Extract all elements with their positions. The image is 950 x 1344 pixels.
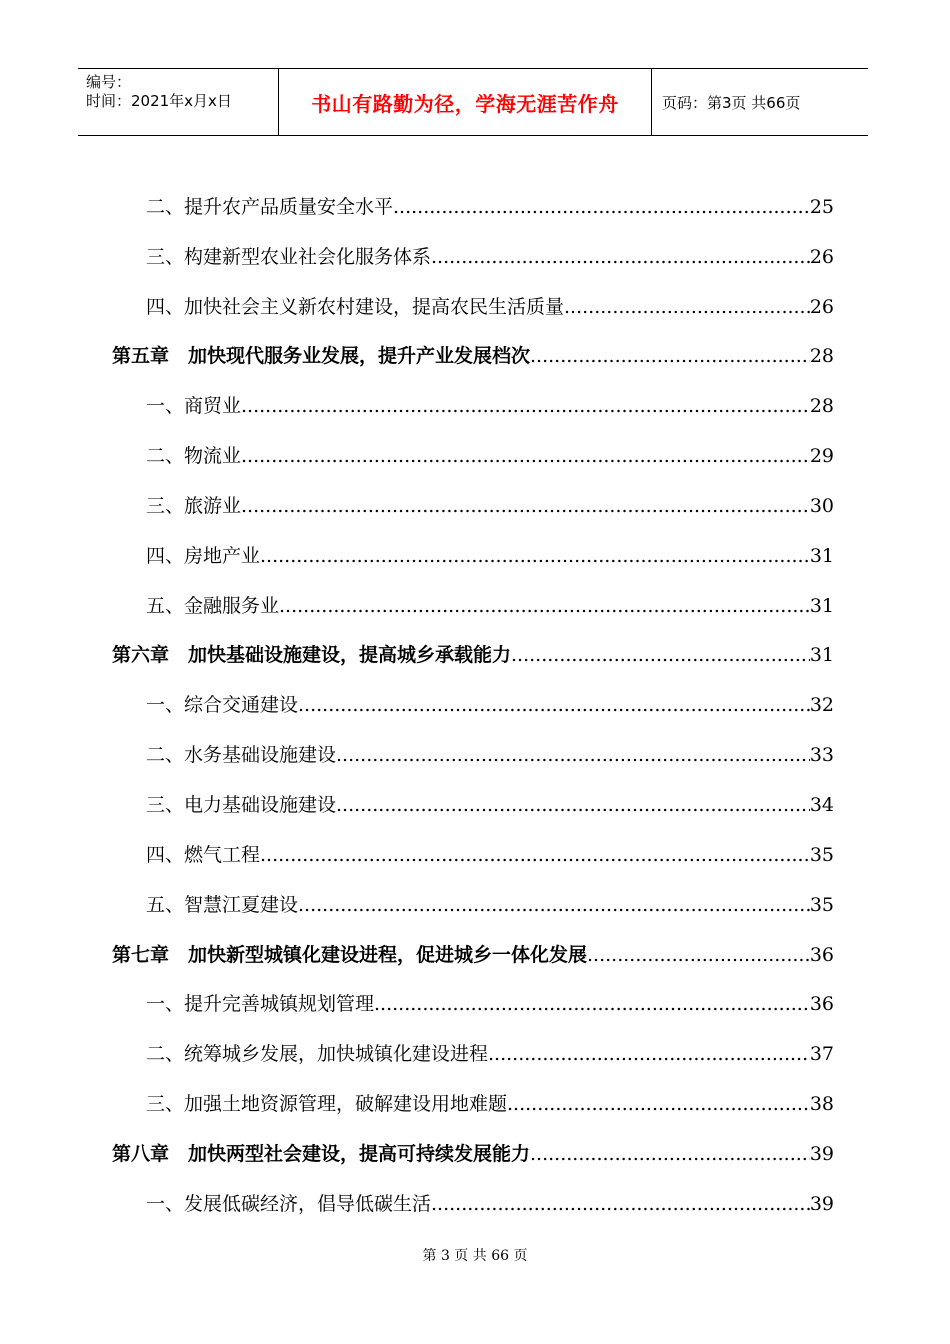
- table-of-contents: [112, 170, 834, 1217]
- toc-entry-title: 三、电力基础设施建设: [146, 793, 337, 816]
- toc-section-entry[interactable]: [112, 1017, 834, 1067]
- toc-entry-title: 第八章 加快两型社会建设，提高可持续发展能力: [112, 1142, 531, 1165]
- toc-dot-leader: [587, 942, 810, 968]
- toc-entry-page-number: 34: [809, 793, 834, 816]
- toc-chapter-entry[interactable]: [112, 1117, 834, 1167]
- toc-entry-title: 五、金融服务业: [146, 594, 280, 617]
- toc-section-entry[interactable]: [112, 1067, 834, 1117]
- toc-dot-leader: [507, 1091, 810, 1117]
- toc-entry-title: 一、发展低碳经济，倡导低碳生活: [146, 1192, 432, 1215]
- toc-dot-leader: [511, 642, 810, 668]
- toc-dot-leader: [374, 991, 810, 1017]
- toc-dot-leader: [431, 1191, 810, 1217]
- toc-dot-leader: [530, 343, 810, 369]
- document-number-label: 编号：: [86, 73, 132, 91]
- header-meta: [78, 69, 279, 135]
- toc-dot-leader: [298, 892, 810, 918]
- toc-entry-page-number: 30: [809, 494, 834, 517]
- toc-section-entry[interactable]: [112, 1167, 834, 1217]
- toc-chapter-entry[interactable]: [112, 918, 834, 968]
- toc-entry-title: 一、综合交通建设: [146, 694, 299, 717]
- toc-section-entry[interactable]: [112, 170, 834, 220]
- toc-entry-page-number: 39: [809, 1192, 834, 1215]
- toc-dot-leader: [431, 244, 810, 270]
- toc-entry-page-number: 29: [809, 445, 834, 468]
- toc-dot-leader: [488, 1041, 810, 1067]
- toc-entry-title: 二、物流业: [146, 445, 242, 468]
- toc-section-entry[interactable]: [112, 768, 834, 818]
- toc-entry-title: 五、智慧江夏建设: [146, 893, 299, 916]
- toc-entry-title: 二、水务基础设施建设: [146, 744, 337, 767]
- page-header: [78, 68, 868, 136]
- toc-entry-page-number: 31: [809, 594, 834, 617]
- toc-dot-leader: [336, 742, 810, 768]
- toc-entry-page-number: 38: [809, 1093, 834, 1116]
- toc-dot-leader: [260, 543, 810, 569]
- toc-entry-title: 第七章 加快新型城镇化建设进程，促进城乡一体化发展: [112, 943, 588, 966]
- toc-dot-leader: [241, 393, 810, 419]
- toc-entry-page-number: 36: [809, 993, 834, 1016]
- toc-entry-title: 二、统筹城乡发展，加快城镇化建设进程: [146, 1043, 489, 1066]
- toc-entry-page-number: 33: [809, 744, 834, 767]
- toc-section-entry[interactable]: [112, 868, 834, 918]
- toc-dot-leader: [298, 692, 810, 718]
- toc-entry-page-number: 26: [809, 245, 834, 268]
- toc-section-entry[interactable]: [112, 718, 834, 768]
- toc-entry-title: 二、提升农产品质量安全水平: [146, 195, 394, 218]
- toc-entry-page-number: 25: [809, 195, 834, 218]
- toc-entry-page-number: 32: [809, 694, 834, 717]
- toc-entry-page-number: 39: [809, 1142, 834, 1165]
- toc-dot-leader: [260, 842, 810, 868]
- toc-entry-title: 三、旅游业: [146, 494, 242, 517]
- toc-entry-title: 四、加快社会主义新农村建设，提高农民生活质量: [146, 295, 565, 318]
- toc-entry-page-number: 36: [809, 943, 834, 966]
- toc-section-entry[interactable]: [112, 569, 834, 619]
- toc-dot-leader: [564, 294, 810, 320]
- toc-entry-page-number: 31: [809, 644, 834, 667]
- toc-section-entry[interactable]: [112, 270, 834, 320]
- toc-chapter-entry[interactable]: [112, 619, 834, 669]
- toc-entry-page-number: 35: [809, 843, 834, 866]
- toc-entry-title: 四、房地产业: [146, 544, 261, 567]
- toc-entry-title: 第五章 加快现代服务业发展，提升产业发展档次: [112, 345, 531, 368]
- toc-dot-leader: [241, 493, 810, 519]
- toc-section-entry[interactable]: [112, 369, 834, 419]
- header-motto: 书山有路勤为径，学海无涯苦作舟: [279, 69, 652, 135]
- toc-entry-page-number: 35: [809, 893, 834, 916]
- toc-dot-leader: [279, 593, 810, 619]
- toc-entry-page-number: 26: [809, 295, 834, 318]
- toc-section-entry[interactable]: [112, 968, 834, 1018]
- toc-section-entry[interactable]: [112, 668, 834, 718]
- toc-dot-leader: [393, 194, 810, 220]
- header-page-label: 页码：第3页 共66页: [662, 93, 801, 112]
- toc-section-entry[interactable]: [112, 419, 834, 469]
- toc-entry-page-number: 37: [809, 1043, 834, 1066]
- toc-dot-leader: [241, 443, 810, 469]
- toc-section-entry[interactable]: [112, 818, 834, 868]
- toc-entry-title: 一、提升完善城镇规划管理: [146, 993, 375, 1016]
- page-footer: 第 3 页 共 66 页: [422, 1248, 528, 1264]
- toc-section-entry[interactable]: [112, 220, 834, 270]
- toc-entry-page-number: 28: [809, 395, 834, 418]
- toc-section-entry[interactable]: [112, 519, 834, 569]
- toc-dot-leader: [530, 1141, 810, 1167]
- toc-entry-title: 一、商贸业: [146, 395, 242, 418]
- toc-entry-title: 三、构建新型农业社会化服务体系: [146, 245, 432, 268]
- toc-entry-title: 三、加强土地资源管理，破解建设用地难题: [146, 1093, 508, 1116]
- toc-section-entry[interactable]: [112, 469, 834, 519]
- toc-entry-page-number: 28: [809, 345, 834, 368]
- toc-dot-leader: [336, 792, 810, 818]
- document-time-label: 时间：2021年x月x日: [86, 92, 232, 110]
- toc-entry-title: 四、燃气工程: [146, 843, 261, 866]
- toc-entry-page-number: 31: [809, 544, 834, 567]
- toc-entry-title: 第六章 加快基础设施建设，提高城乡承载能力: [112, 644, 512, 667]
- toc-chapter-entry[interactable]: [112, 320, 834, 370]
